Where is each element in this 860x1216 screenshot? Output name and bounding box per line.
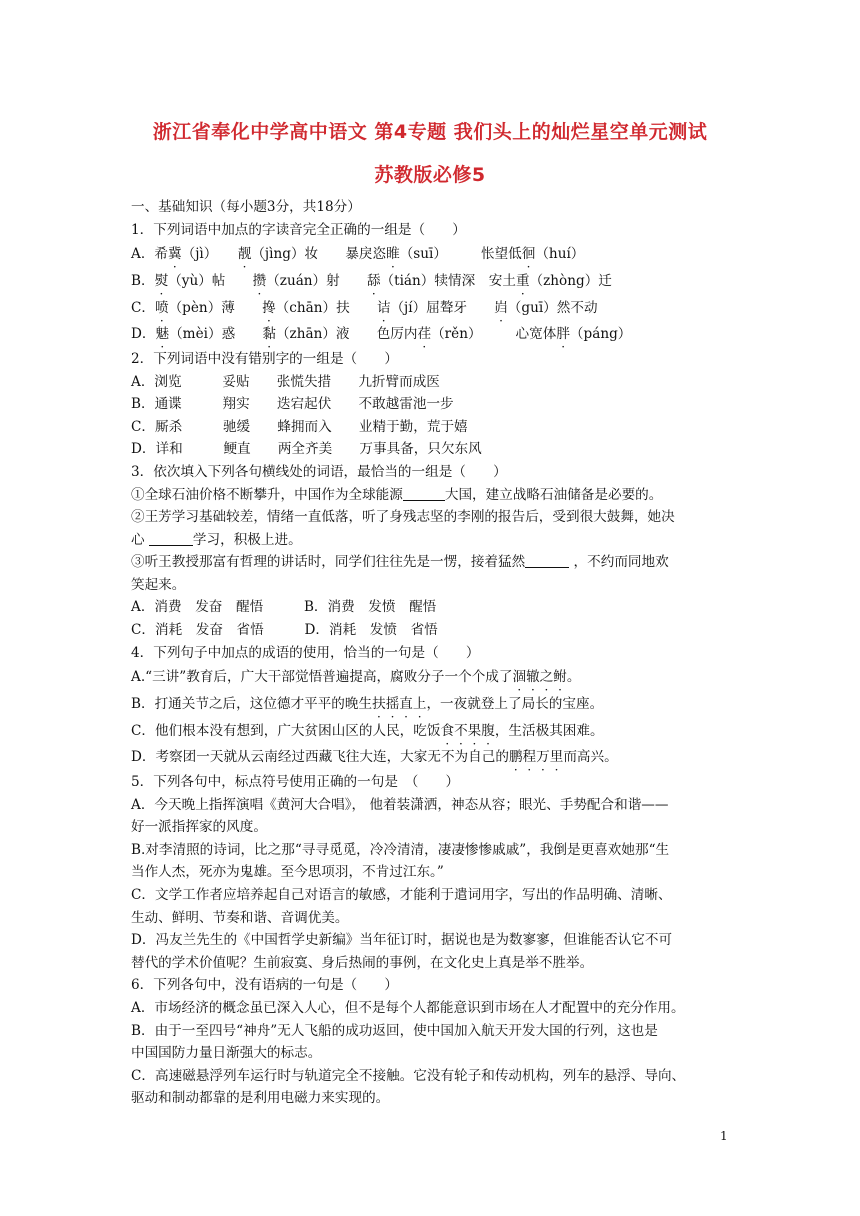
question-2-option-a: A．浏览 妥贴 张慌失措 九折臂而成医 bbox=[131, 373, 440, 390]
question-1-option-a: A．希冀（jì） 靓（jìng）妆 暴戾恣睢（suī） 怅望低徊（huí） bbox=[131, 246, 585, 263]
question-5-line: 当作人杰，死亦为鬼雄。至今思项羽，不肯过江东。” bbox=[131, 864, 444, 881]
question-5-line: 生动、鲜明、节奏和谐、音调优美。 bbox=[131, 909, 349, 926]
question-4-option-a: A.“三讲”教育后，广大干部觉悟普遍提高，腐败分子一个个成了涸辙之鲋。 bbox=[131, 669, 581, 686]
dotted-idiom: 鹏程万里 bbox=[508, 749, 564, 766]
question-2-option-d: D．详和 鲠直 两全齐美 万事具备，只欠东风 bbox=[131, 441, 482, 458]
dotted-idiom: 食不果腹 bbox=[440, 722, 495, 739]
fill-blank bbox=[525, 553, 569, 568]
question-3-stem: 3．依次填入下列各句横线处的词语，最恰当的一组是（ ） bbox=[131, 463, 507, 480]
question-1-option-b: B．熨（yù）帖 攒（zuán）射 舔（tián）犊情深 安土重（zhòng）迁 bbox=[131, 272, 612, 289]
question-5-line: 好一派指挥家的风度。 bbox=[131, 819, 267, 836]
question-3-sentence-2-cont: 心 学习，积极上进。 bbox=[131, 531, 302, 548]
question-6-line: 中国国防力量日渐强大的标志。 bbox=[131, 1045, 322, 1062]
question-3-sentence-2: ②王芳学习基础较差，情绪一直低落，听了身残志坚的李刚的报告后，受到很大鼓舞，她决 bbox=[131, 509, 675, 526]
question-1-option-c: C．喷（pèn）薄 搀（chān）扶 诘（jí）屈聱牙 岿（guī）然不动 bbox=[131, 299, 598, 316]
question-4-option-b: B．打通关节之后，这位德才平平的晚生扶摇直上，一夜就登上了局长的宝座。 bbox=[131, 695, 604, 712]
section-heading: 一、基础知识（每小题3分，共18分） bbox=[131, 199, 361, 215]
page-number: 1 bbox=[720, 1129, 728, 1143]
question-5-line: C．文学工作者应培养起自己对语言的敏感，才能利于遣词用字，写出的作品明确、清晰、 bbox=[131, 886, 672, 903]
question-5-line: 替代的学术价值呢？生前寂寞、身后热闹的事例，在文化史上真是举不胜举。 bbox=[131, 954, 594, 971]
question-6-line: 驱动和制动都靠的是利用电磁力来实现的。 bbox=[131, 1090, 390, 1107]
question-2-option-c: C．厮杀 驰缓 蜂拥而入 业精于勤，荒于嬉 bbox=[131, 418, 468, 435]
question-4-option-d: D．考察团一天就从云南经过西藏飞往大连，大家无不为自己的鹏程万里而高兴。 bbox=[131, 749, 618, 766]
dotted-idiom: 扶摇直上 bbox=[372, 695, 427, 712]
question-4-option-c: C．他们根本没有想到，广大贫困山区的人民，吃饭食不果腹，生活极其困难。 bbox=[131, 722, 604, 739]
question-1-option-d: D．魅（mèi）惑 黏（zhān）液 色厉内荏（rěn） 心宽体胖（páng） bbox=[131, 326, 632, 343]
question-5-stem: 5．下列各句中，标点符号使用正确的一句是 （ ） bbox=[131, 774, 460, 790]
question-6-line: C．高速磁悬浮列车运行时与轨道完全不接触。它没有轮子和传动机构，列车的悬浮、导向、 bbox=[131, 1067, 686, 1084]
question-6-line: A．市场经济的概念虽已深入人心，但不是每个人都能意识到市场在人才配置中的充分作用。 bbox=[131, 999, 685, 1016]
question-6-line: B．由于一至四号“神舟”无人飞船的成功返回，使中国加入航天开发大国的行列，这也是 bbox=[131, 1022, 658, 1039]
question-4-stem: 4．下列句子中加点的成语的使用，恰当的一句是（ ） bbox=[131, 644, 480, 661]
question-2-stem: 2．下列词语中没有错别字的一组是（ ） bbox=[131, 350, 398, 367]
fill-blank bbox=[149, 531, 193, 546]
document-body bbox=[131, 196, 731, 1110]
question-3-options-ab: A．消费 发奋 醒悟 B．消费 发愤 醒悟 bbox=[131, 599, 437, 616]
question-3-sentence-3: ③听王教授那富有哲理的讲话时，同学们往往先是一愣，接着猛然 ，不约而同地欢 bbox=[131, 554, 669, 571]
document-title: 浙江省奉化中学高中语文 第4专题 我们头上的灿烂星空单元测试 bbox=[152, 121, 708, 143]
question-5-line: A．今天晚上指挥演唱《黄河大合唱》， 他着装潇洒，神态从容；眼光、手势配合和谐—— bbox=[131, 796, 669, 813]
question-2-option-b: B．通谍 翔实 迭宕起伏 不敢越雷池一步 bbox=[131, 396, 454, 413]
question-3-options-cd: C．消耗 发奋 省悟 D．消耗 发愤 省悟 bbox=[131, 622, 438, 639]
question-5-line: D．冯友兰先生的《中国哲学史新编》当年征订时，据说也是为数寥寥，但谁能否认它不可 bbox=[131, 932, 673, 949]
question-6-stem: 6．下列各句中，没有语病的一句是（ ） bbox=[131, 977, 398, 994]
dotted-idiom: 涸辙之鲋 bbox=[512, 669, 567, 686]
question-1-stem: 1．下列词语中加点的字读音完全正确的一组是（ ） bbox=[131, 221, 466, 238]
question-5-line: B.对李清照的诗词，比之那“寻寻觅觅，冷冷清清，凄凄惨惨戚戚”，我倒是更喜欢她那“生 bbox=[131, 841, 670, 858]
question-3-sentence-1: ①全球石油价格不断攀升，中国作为全球能源 大国，建立战略石油储备是必要的。 bbox=[131, 486, 663, 503]
question-3-sentence-3-cont: 笑起来。 bbox=[131, 576, 186, 593]
document-subtitle: 苏教版必修5 bbox=[374, 164, 486, 186]
fill-blank bbox=[403, 486, 445, 501]
